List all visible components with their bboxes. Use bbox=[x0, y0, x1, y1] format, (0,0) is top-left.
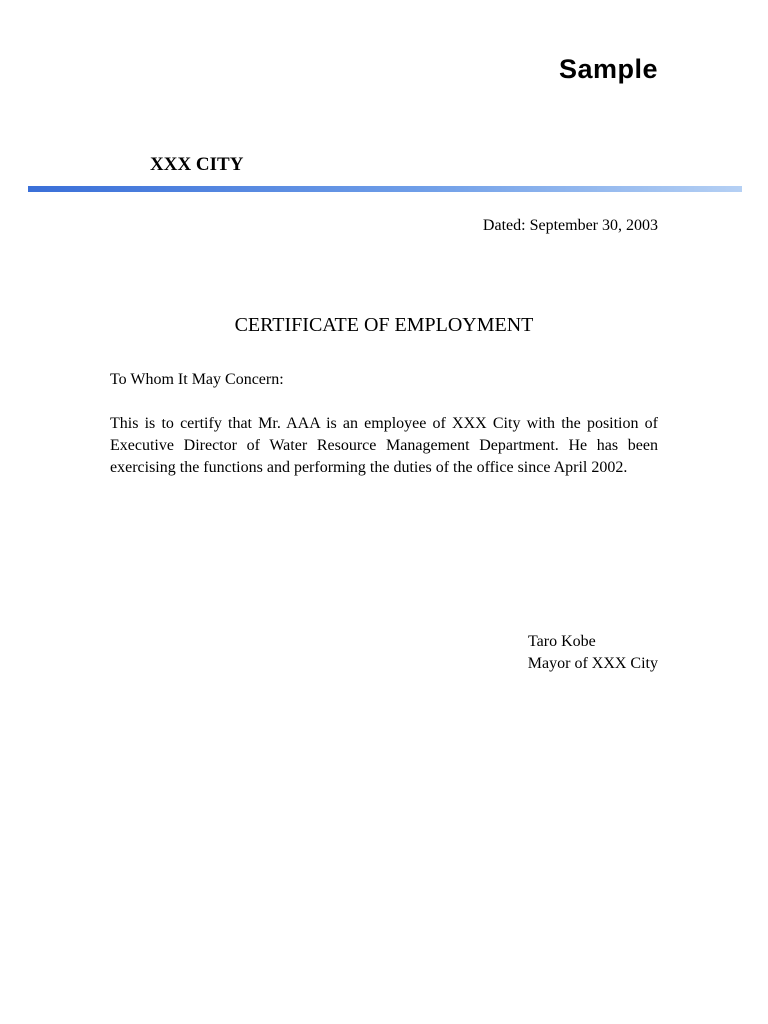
certificate-body: This is to certify that Mr. AAA is an employee of XXX City with the position of Executive Director of Water Resource Management Department. He has been exercising the functions and performing the duties of the office since April 2002. bbox=[110, 415, 658, 476]
document-title: CERTIFICATE OF EMPLOYMENT bbox=[234, 314, 534, 336]
sample-label: Sample bbox=[558, 54, 658, 84]
signer-title: Mayor of XXX City bbox=[527, 655, 658, 672]
signer-name: Taro Kobe bbox=[528, 633, 596, 650]
document-date: Dated: September 30, 2003 bbox=[482, 217, 658, 234]
salutation: To Whom It May Concern: bbox=[110, 371, 284, 388]
header-divider bbox=[28, 186, 742, 192]
organization-name: XXX CITY bbox=[150, 154, 244, 175]
